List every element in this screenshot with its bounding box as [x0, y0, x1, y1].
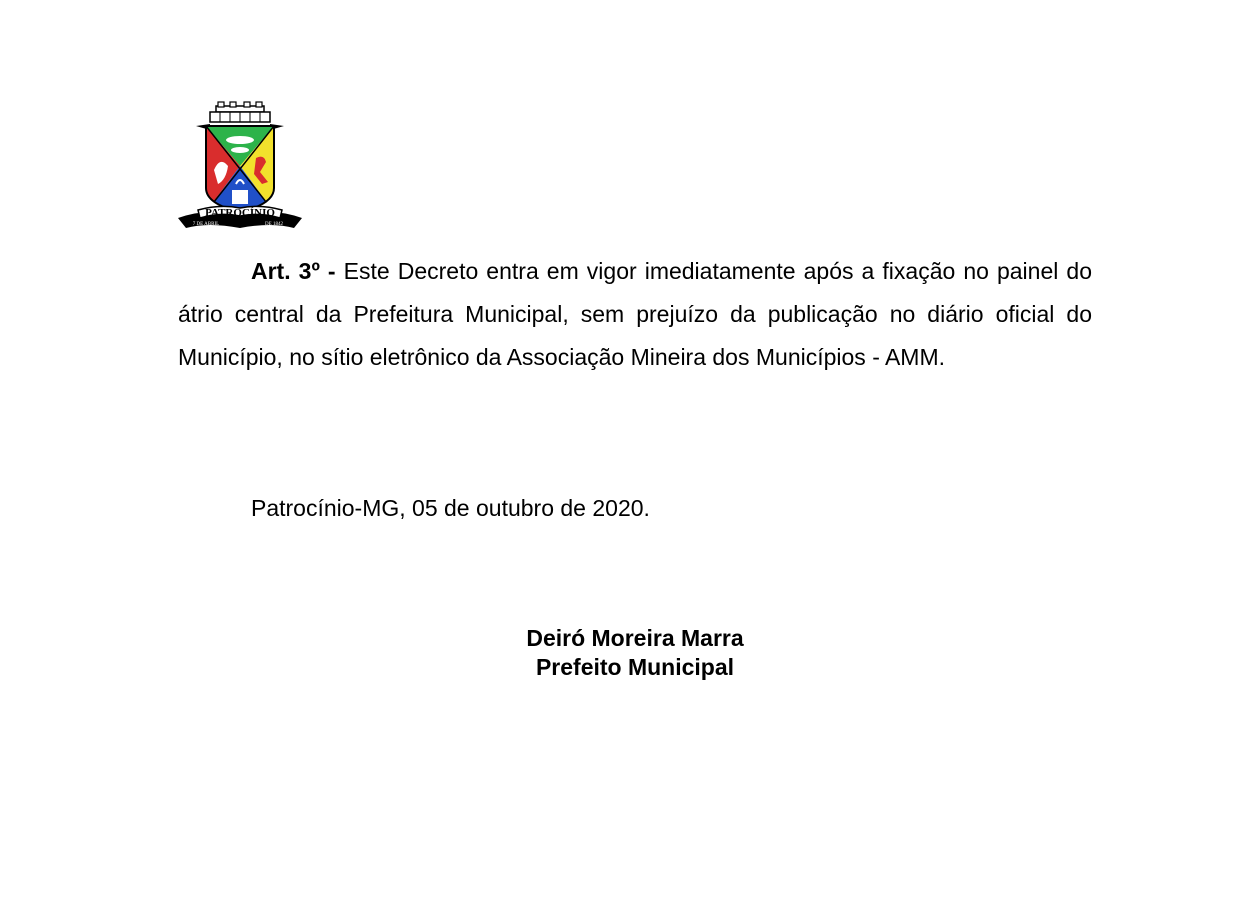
- article-label: Art. 3º -: [251, 258, 336, 284]
- mural-crown-icon: [210, 102, 270, 122]
- place-date-line: Patrocínio-MG, 05 de outubro de 2020.: [251, 495, 650, 521]
- crest-banner-text: PATROCÍNIO: [205, 207, 275, 219]
- crest-ribbon-right-text: DE 1842: [265, 222, 283, 227]
- signatory-title: Prefeito Municipal: [535, 654, 735, 680]
- signatory-name: Deiró Moreira Marra: [526, 625, 744, 651]
- signature-block: [435, 624, 835, 682]
- crest-ribbon-left-text: 7 DE ABRIL: [192, 222, 220, 227]
- article-paragraph: [178, 250, 1092, 379]
- article-text: Este Decreto entra em vigor imediatamente após a fixação no painel do átrio central da Prefeitura Municipal, sem prejuízo da publicação no diário oficial do Município, no sítio eletrônico da Associação Mineira dos Municípios - AMM.: [178, 258, 1092, 370]
- coat-of-arms-logo: [176, 100, 304, 236]
- shield-icon: [206, 126, 274, 212]
